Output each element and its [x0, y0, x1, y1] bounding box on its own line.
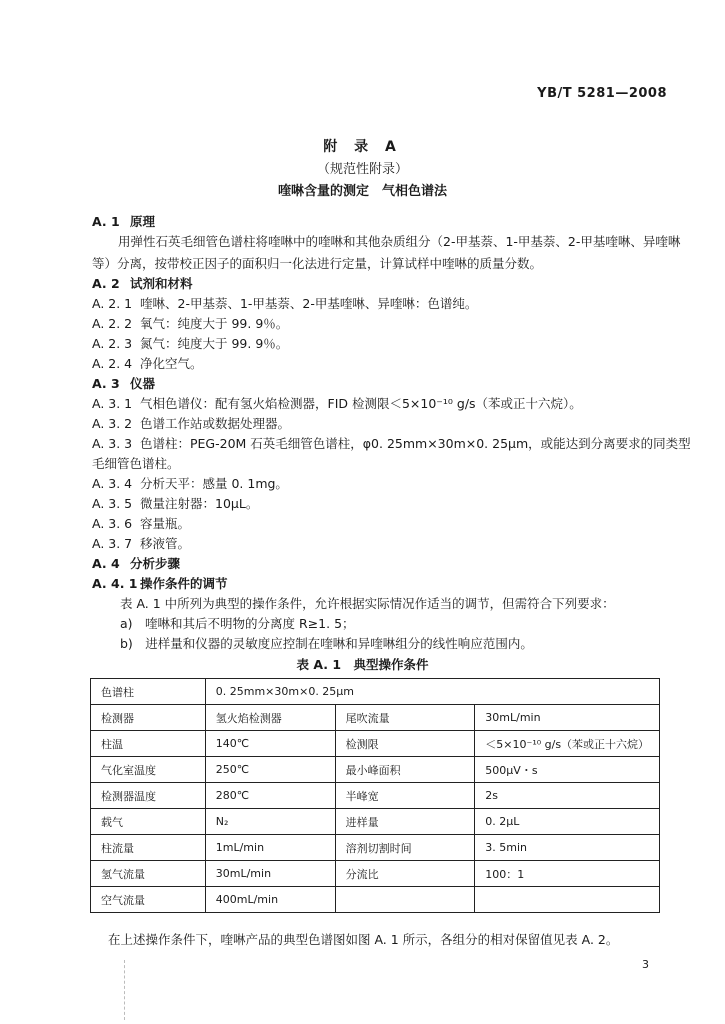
section-label: 分析步骤	[130, 556, 181, 571]
table-row	[91, 757, 660, 783]
item-text: 移液管。	[140, 536, 191, 551]
table-cell-label: 色谱柱	[91, 679, 206, 705]
item-text: 喹啉、2-甲基萘、1-甲基萘、2-甲基喹啉、异喹啉：色谱纯。	[140, 296, 478, 311]
table-cell: 0. 2μL	[475, 809, 660, 835]
table-cell: 1mL/min	[205, 835, 335, 861]
item-text: 色谱工作站或数据处理器。	[140, 416, 291, 431]
section-a2	[92, 274, 193, 292]
item-number: A. 2. 1	[92, 296, 133, 311]
table-cell: 30mL/min	[205, 861, 335, 887]
table-cell: 检测器温度	[91, 783, 206, 809]
table-cell: 氢火焰检测器	[205, 705, 335, 731]
scan-margin-mark	[124, 960, 126, 1020]
section-number: A. 2	[92, 276, 120, 291]
table-cell: 柱流量	[91, 835, 206, 861]
item-number: A. 3. 7	[92, 536, 133, 551]
list-item	[92, 334, 288, 352]
table-cell: 3. 5min	[475, 835, 660, 861]
table-cell	[335, 887, 475, 913]
item-number: A. 3. 5	[92, 496, 133, 511]
standard-number: YB/T 5281—2008	[537, 86, 667, 101]
requirement-b: b) 进样量和仪器的灵敏度应控制在喹啉和异喹啉组分的线性响应范围内。	[120, 636, 533, 651]
list-item	[92, 394, 582, 412]
section-a41	[92, 574, 228, 592]
item-text: 气相色谱仪：配有氢火焰检测器，FID 检测限＜5×10⁻¹⁰ g/s（苯或正十六烷）。	[140, 396, 582, 411]
table-cell: 400mL/min	[205, 887, 335, 913]
list-item	[92, 314, 288, 332]
item-number: A. 3. 2	[92, 416, 133, 431]
list-item	[92, 534, 190, 552]
table-cell: 尾吹流量	[335, 705, 475, 731]
table-row	[91, 731, 660, 757]
item-number: A. 3. 1	[92, 396, 133, 411]
list-item	[92, 294, 477, 312]
table-row	[91, 887, 660, 913]
table-row	[91, 835, 660, 861]
list-item	[92, 474, 288, 492]
table-cell: 氢气流量	[91, 861, 206, 887]
list-item-continuation: 毛细管色谱柱。	[92, 456, 180, 471]
table-cell: 2s	[475, 783, 660, 809]
appendix-title: 附 录 A	[323, 139, 402, 155]
a1-paragraph	[92, 232, 681, 252]
list-item	[92, 414, 290, 432]
a1-line-1: 用弹性石英毛细管色谱柱将喹啉中的喹啉和其他杂质组分（2-甲基萘、1-甲基萘、2-甲基喹啉、异喹啉	[118, 234, 681, 249]
table-cell: 30mL/min	[475, 705, 660, 731]
section-number: A. 1	[92, 214, 120, 229]
list-item	[92, 514, 190, 532]
section-label: 原理	[130, 214, 156, 229]
table-cell: 检测限	[335, 731, 475, 757]
table-cell: 柱温	[91, 731, 206, 757]
item-number: A. 3. 6	[92, 516, 133, 531]
table-cell: N₂	[205, 809, 335, 835]
table-cell-value: 0. 25mm×30m×0. 25μm	[205, 679, 659, 705]
list-item	[92, 354, 203, 372]
section-a3	[92, 374, 155, 392]
table-row	[91, 679, 660, 705]
table-cell: 250℃	[205, 757, 335, 783]
item-text: 分析天平：感量 0. 1mg。	[140, 476, 288, 491]
requirement-a: a) 喹啉和其后不明物的分离度 R≥1. 5；	[120, 616, 355, 631]
table-cell: 气化室温度	[91, 757, 206, 783]
item-number: A. 3. 3	[92, 436, 133, 451]
item-text: 净化空气。	[140, 356, 203, 371]
table-cell: 280℃	[205, 783, 335, 809]
table-cell: 140℃	[205, 731, 335, 757]
table-cell: 检测器	[91, 705, 206, 731]
table-cell: 500μV・s	[475, 757, 660, 783]
item-text: 氧气：纯度大于 99. 9％。	[140, 316, 289, 331]
section-a4	[92, 554, 180, 572]
table-cell: 最小峰面积	[335, 757, 475, 783]
table-cell: 100：1	[475, 861, 660, 887]
table-caption: 表 A. 1 典型操作条件	[296, 657, 429, 672]
after-table-text: 在上述操作条件下，喹啉产品的典型色谱图如图 A. 1 所示，各组分的相对保留值见表 A. 2。	[108, 932, 619, 947]
appendix-normative: （规范性附录）	[316, 162, 408, 177]
section-label: 仪器	[130, 376, 156, 391]
item-text: 色谱柱：PEG-20M 石英毛细管色谱柱，φ0. 25mm×30m×0. 25μm，或能达到分离要求的同类型	[140, 436, 691, 451]
table-cell: 进样量	[335, 809, 475, 835]
section-number: A. 4. 1	[92, 576, 138, 591]
table-row	[91, 705, 660, 731]
item-number: A. 2. 3	[92, 336, 133, 351]
item-number: A. 2. 2	[92, 316, 133, 331]
list-item	[92, 434, 691, 452]
table-cell: 载气	[91, 809, 206, 835]
item-text: 微量注射器：10μL。	[140, 496, 259, 511]
table-cell: 空气流量	[91, 887, 206, 913]
section-a1	[92, 212, 155, 230]
appendix-heading: 喹啉含量的测定 气相色谱法	[277, 184, 447, 199]
section-label: 操作条件的调节	[140, 576, 228, 591]
table-cell: 分流比	[335, 861, 475, 887]
list-item	[92, 494, 258, 512]
table-row	[91, 783, 660, 809]
item-number: A. 2. 4	[92, 356, 133, 371]
item-text: 容量瓶。	[140, 516, 191, 531]
section-label: 试剂和材料	[130, 276, 193, 291]
section-number: A. 4	[92, 556, 120, 571]
table-cell	[475, 887, 660, 913]
a1-line-2: 等）分离，按带校正因子的面积归一化法进行定量，计算试样中喹啉的质量分数。	[92, 256, 543, 271]
table-row	[91, 861, 660, 887]
a41-intro: 表 A. 1 中所列为典型的操作条件，允许根据实际情况作适当的调节，但需符合下列要求：	[120, 596, 615, 611]
table-cell: ＜5×10⁻¹⁰ g/s（苯或正十六烷）	[475, 731, 660, 757]
item-text: 氮气：纯度大于 99. 9％。	[140, 336, 289, 351]
page-number: 3	[642, 958, 649, 971]
section-number: A. 3	[92, 376, 120, 391]
operating-conditions-table	[90, 678, 660, 913]
item-number: A. 3. 4	[92, 476, 133, 491]
table-row	[91, 809, 660, 835]
table-cell: 半峰宽	[335, 783, 475, 809]
table-cell: 溶剂切割时间	[335, 835, 475, 861]
